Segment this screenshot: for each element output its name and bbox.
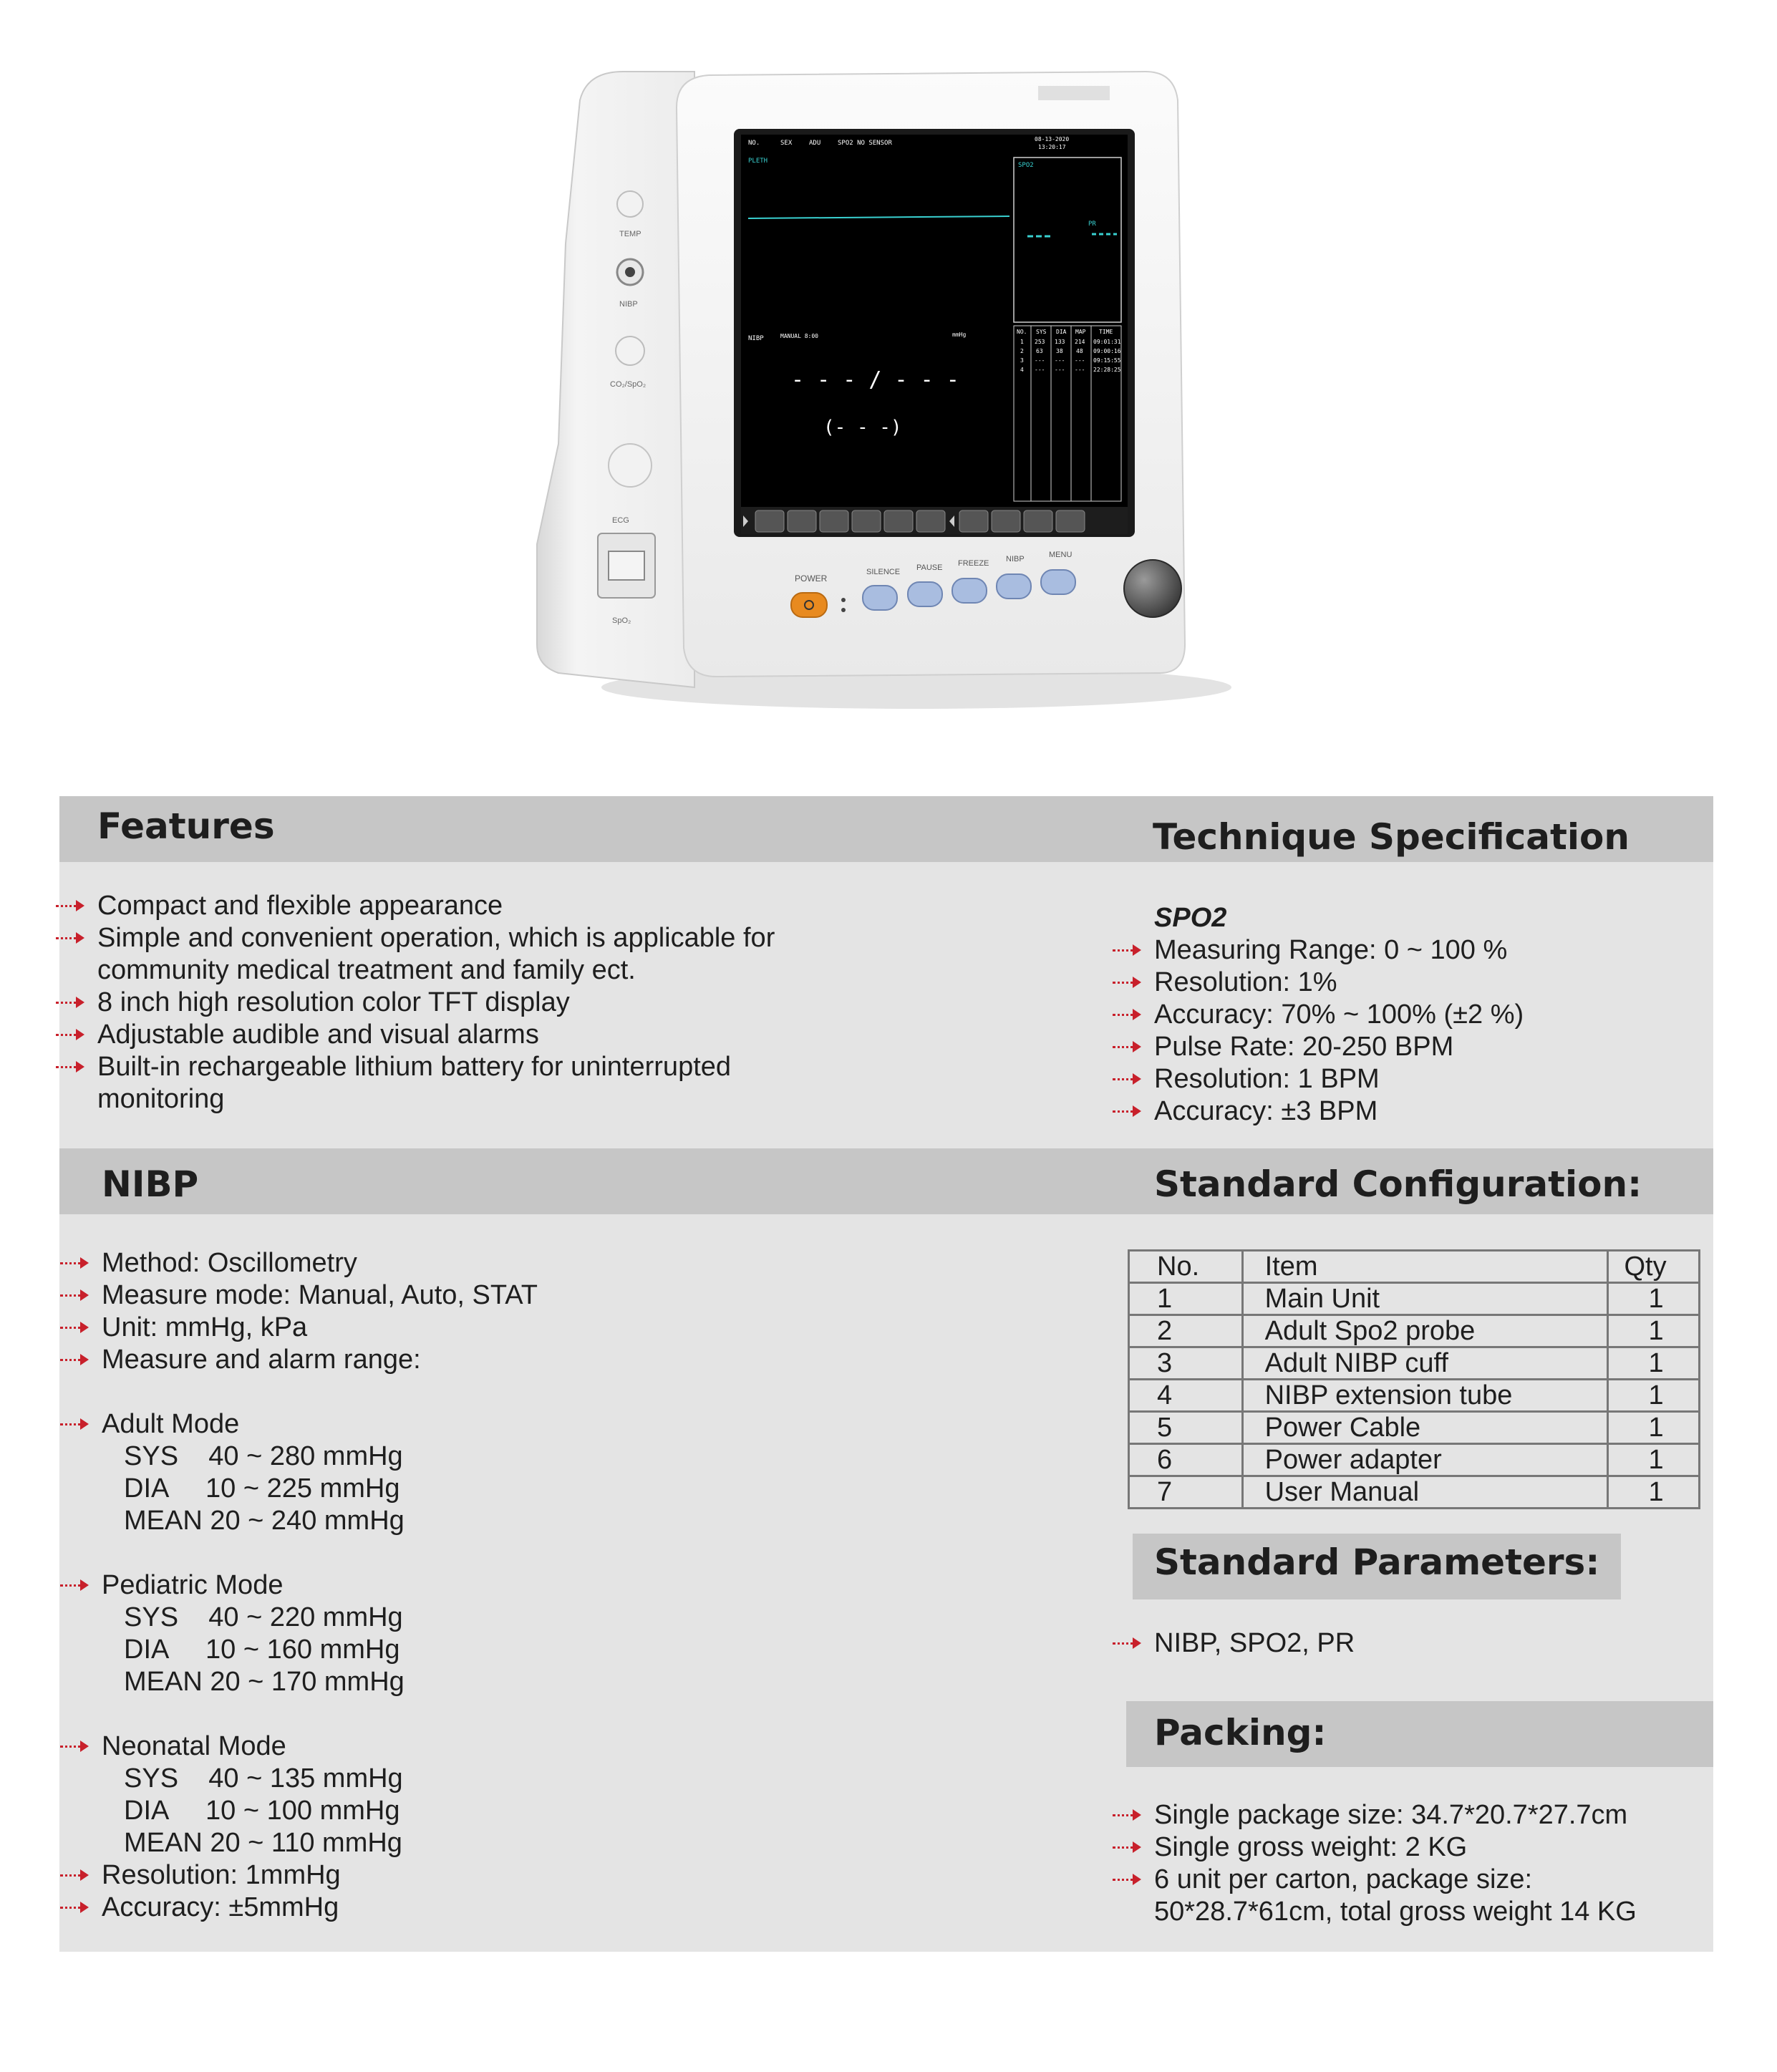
nibp-title: NIBP xyxy=(102,1163,199,1205)
screen-manual: MANUAL 8:00 xyxy=(780,333,818,339)
packing-item-continuation: 50*28.7*61cm, total gross weight 14 KG xyxy=(1154,1897,1637,1927)
technique-item: Resolution: 1 BPM xyxy=(1113,1063,1380,1095)
freeze-button[interactable] xyxy=(952,578,987,603)
screen-table-header: NO. xyxy=(1017,329,1027,335)
table-cell-qty: 1 xyxy=(1607,1315,1700,1347)
table-cell-no: 3 xyxy=(1129,1347,1243,1380)
screen-time: 13:20:17 xyxy=(1038,144,1066,150)
feature-item: 8 inch high resolution color TFT display xyxy=(56,987,570,1019)
technique-item: Accuracy: ±3 BPM xyxy=(1113,1095,1377,1128)
screen-adu: ADU xyxy=(809,140,821,147)
table-cell-qty: 1 xyxy=(1607,1347,1700,1380)
parameters-title: Standard Parameters: xyxy=(1154,1541,1600,1583)
screen-table-cell: 09:15:55 xyxy=(1093,357,1121,364)
nibp-mode-line: MEAN 20 ~ 240 mmHg xyxy=(124,1506,405,1536)
table-cell-no: 7 xyxy=(1129,1476,1243,1509)
table-cell-no: 2 xyxy=(1129,1315,1243,1347)
table-cell-item: Main Unit xyxy=(1242,1283,1607,1315)
technique-item: Measuring Range: 0 ~ 100 % xyxy=(1113,934,1507,967)
port-label-temp: TEMP xyxy=(619,230,641,238)
table-header-no: No. xyxy=(1129,1251,1243,1283)
port-label-co2: CO₂/SpO₂ xyxy=(610,380,647,389)
nibp-mode-line: SYS 40 ~ 280 mmHg xyxy=(124,1441,403,1471)
packing-item: Single package size: 34.7*20.7*27.7cm xyxy=(1113,1799,1627,1831)
table-row xyxy=(1129,1380,1700,1412)
technique-item: Accuracy: 70% ~ 100% (±2 %) xyxy=(1113,999,1524,1031)
table-cell-item: NIBP extension tube xyxy=(1242,1380,1607,1412)
table-cell-item: Adult Spo2 probe xyxy=(1242,1315,1607,1347)
menu-button[interactable] xyxy=(1041,570,1075,594)
screen-pleth: PLETH xyxy=(748,158,768,165)
table-row xyxy=(1129,1315,1700,1347)
screen-pr: PR xyxy=(1088,221,1096,228)
screen-sex: SEX xyxy=(780,140,793,147)
nibp-mode-line: DIA 10 ~ 100 mmHg xyxy=(124,1796,400,1826)
screen-table-cell: 133 xyxy=(1055,339,1065,345)
technique-item: Pulse Rate: 20-250 BPM xyxy=(1113,1031,1453,1063)
nibp-mode-title: Pediatric Mode xyxy=(60,1569,283,1602)
screen-table-cell: 22:28:25 xyxy=(1093,367,1121,373)
nibp-resolution: Resolution: 1mmHg xyxy=(60,1859,341,1892)
table-row xyxy=(1129,1412,1700,1444)
table-row xyxy=(1129,1347,1700,1380)
feature-item-continuation: community medical treatment and family ect. xyxy=(97,955,636,985)
table-row xyxy=(1129,1476,1700,1509)
feature-item: Simple and convenient operation, which is applicable for xyxy=(56,922,775,954)
screen-unit: mmHg xyxy=(952,331,967,338)
table-header-row xyxy=(1129,1251,1700,1283)
silence-label: SILENCE xyxy=(866,568,901,576)
feature-item: Compact and flexible appearance xyxy=(56,890,503,922)
nibp-mode-line: DIA 10 ~ 160 mmHg xyxy=(124,1635,400,1665)
screen-table-header: MAP xyxy=(1075,329,1086,335)
table-cell-no: 1 xyxy=(1129,1283,1243,1315)
technique-item: Resolution: 1% xyxy=(1113,967,1337,999)
nibp-label: NIBP xyxy=(1006,555,1025,563)
screen-message: SPO2 NO SENSOR xyxy=(838,140,892,147)
table-cell-qty: 1 xyxy=(1607,1380,1700,1412)
nibp-item: Measure mode: Manual, Auto, STAT xyxy=(60,1279,538,1312)
nibp-header xyxy=(59,1148,1062,1214)
nibp-mode-title: Neonatal Mode xyxy=(60,1730,286,1763)
screen-table-cell: --- xyxy=(1075,357,1085,364)
parameters-item: NIBP, SPO2, PR xyxy=(1113,1627,1355,1660)
screen-table-cell: 3 xyxy=(1020,357,1024,364)
screen-table-cell: 253 xyxy=(1035,339,1045,345)
table-cell-no: 4 xyxy=(1129,1380,1243,1412)
nibp-mode-line: SYS 40 ~ 220 mmHg xyxy=(124,1602,403,1632)
pause-label: PAUSE xyxy=(916,563,943,572)
patient-monitor-image xyxy=(530,57,1231,730)
silence-button[interactable] xyxy=(863,586,897,610)
feature-item: Adjustable audible and visual alarms xyxy=(56,1019,539,1051)
screen-nibp-value: - - - / - - - xyxy=(791,367,959,392)
table-cell-no: 5 xyxy=(1129,1412,1243,1444)
nibp-item: Measure and alarm range: xyxy=(60,1344,421,1376)
table-cell-item: Power adapter xyxy=(1242,1444,1607,1476)
table-header-qty: Qty xyxy=(1607,1251,1700,1283)
feature-item: Built-in rechargeable lithium battery for uninterrupted xyxy=(56,1051,731,1083)
configuration-title: Standard Configuration: xyxy=(1154,1163,1642,1205)
screen-no: NO. xyxy=(748,140,760,147)
nibp-mode-title: Adult Mode xyxy=(60,1408,239,1441)
table-cell-item: Power Cable xyxy=(1242,1412,1607,1444)
table-cell-item: Adult NIBP cuff xyxy=(1242,1347,1607,1380)
freeze-label: FREEZE xyxy=(958,559,989,568)
screen-table-header: TIME xyxy=(1099,329,1113,335)
table-cell-qty: 1 xyxy=(1607,1444,1700,1476)
packing-item: 6 unit per carton, package size: xyxy=(1113,1864,1532,1896)
table-cell-qty: 1 xyxy=(1607,1412,1700,1444)
table-cell-qty: 1 xyxy=(1607,1476,1700,1509)
nibp-item: Unit: mmHg, kPa xyxy=(60,1312,307,1344)
screen-table-header: DIA xyxy=(1056,329,1067,335)
screen-table-cell: 2 xyxy=(1020,348,1024,354)
table-cell-item: User Manual xyxy=(1242,1476,1607,1509)
screen-table-cell: --- xyxy=(1055,357,1065,364)
screen-table-cell: 09:01:31 xyxy=(1093,339,1121,345)
screen-date: 08-13-2020 xyxy=(1035,136,1070,142)
nibp-mode-line: MEAN 20 ~ 170 mmHg xyxy=(124,1667,405,1697)
table-cell-qty: 1 xyxy=(1607,1283,1700,1315)
port-label-nibp: NIBP xyxy=(619,300,638,309)
screen-table-cell: 63 xyxy=(1036,348,1043,354)
configuration-table xyxy=(1128,1249,1700,1509)
table-cell-no: 6 xyxy=(1129,1444,1243,1476)
screen-table-cell: 214 xyxy=(1075,339,1085,345)
screen-table-cell: 48 xyxy=(1076,348,1083,354)
nibp-button[interactable] xyxy=(997,574,1031,599)
power-label: POWER xyxy=(795,573,828,584)
features-title: Features xyxy=(97,805,275,847)
pause-button[interactable] xyxy=(908,582,942,606)
screen-table-cell: 38 xyxy=(1056,348,1063,354)
nibp-mode-line: MEAN 20 ~ 110 mmHg xyxy=(124,1828,402,1858)
port-label-spo2: SpO₂ xyxy=(612,616,631,625)
screen-table-header: SYS xyxy=(1036,329,1047,335)
screen-table-cell: --- xyxy=(1035,367,1045,373)
table-row xyxy=(1129,1444,1700,1476)
screen-spo2: SPO2 xyxy=(1018,162,1034,169)
technique-subtitle: SPO2 xyxy=(1154,903,1227,933)
port-label-ecg: ECG xyxy=(612,516,629,525)
screen-table-cell: --- xyxy=(1075,367,1085,373)
packing-item: Single gross weight: 2 KG xyxy=(1113,1831,1467,1864)
feature-item-continuation: monitoring xyxy=(97,1084,225,1114)
screen-table-cell: 09:00:16 xyxy=(1093,348,1121,354)
nibp-item: Method: Oscillometry xyxy=(60,1247,357,1279)
packing-title: Packing: xyxy=(1154,1712,1327,1753)
screen-table-cell: --- xyxy=(1055,367,1065,373)
menu-label: MENU xyxy=(1049,551,1073,559)
power-button[interactable] xyxy=(791,593,827,617)
screen-mean-value: (- - -) xyxy=(823,417,902,438)
nibp-mode-line: DIA 10 ~ 225 mmHg xyxy=(124,1473,400,1504)
screen-table-cell: --- xyxy=(1035,357,1045,364)
nibp-mode-line: SYS 40 ~ 135 mmHg xyxy=(124,1763,403,1793)
rotary-knob[interactable] xyxy=(1124,560,1181,617)
nibp-accuracy: Accuracy: ±5mmHg xyxy=(60,1892,339,1924)
technique-title: Technique Specification xyxy=(1153,816,1630,858)
table-header-item: Item xyxy=(1242,1251,1607,1283)
table-row xyxy=(1129,1283,1700,1315)
screen-table-cell: 1 xyxy=(1020,339,1024,345)
screen-table-cell: 4 xyxy=(1020,367,1024,373)
screen-nibp: NIBP xyxy=(748,335,764,342)
